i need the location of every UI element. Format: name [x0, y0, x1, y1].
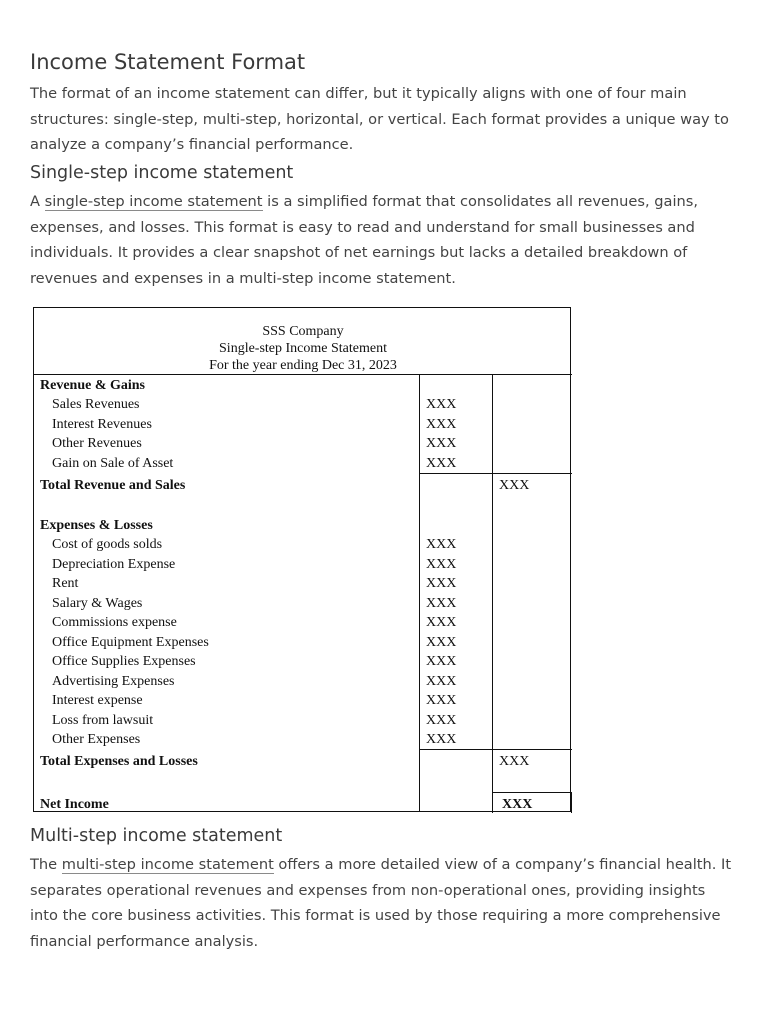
statement-line-label: Advertising Expenses — [52, 673, 175, 689]
statement-line-label: Office Supplies Expenses — [52, 654, 196, 669]
total-revenue-label: Total Revenue and Sales — [40, 478, 186, 493]
column-divider-2 — [492, 375, 493, 811]
statement-line-label: Interest expense — [52, 693, 143, 708]
statement-line-value: XXX — [426, 556, 457, 572]
statement-line-label: Other Expenses — [52, 732, 141, 747]
statement-subtitle: Single-step Income Statement — [219, 341, 387, 356]
revenue-header: Revenue & Gains — [40, 378, 145, 393]
statement-line-value: XXX — [426, 416, 457, 432]
single-step-heading: Single-step income statement — [30, 163, 294, 183]
revenue-subtotal-line — [419, 473, 572, 474]
single-step-paragraph — [30, 189, 736, 291]
statement-line-label: Loss from lawsuit — [52, 712, 154, 728]
statement-line-value: XXX — [426, 712, 457, 728]
statement-line-label: Other Revenues — [52, 436, 142, 452]
statement-line-label: Cost of goods solds — [52, 537, 163, 552]
multi-step-link[interactable]: multi-step income statement — [61, 856, 274, 873]
statement-line-value: XXX — [426, 673, 457, 689]
statement-line-label: Commissions expense — [52, 615, 177, 630]
net-income-label: Net Income — [40, 797, 109, 812]
statement-line-value: XXX — [426, 654, 457, 669]
expense-subtotal-line — [419, 749, 572, 750]
single-step-text-post: is a simplified format that consolidates all revenues, gains, expenses, and losses. This format is easy to read and understand for small businesses and individuals. It provides a clear snapshot of net earnings but lacks a detailed breakdown of revenues and expenses in a multi-step income statement. — [30, 193, 699, 287]
statement-line-value: XXX — [426, 732, 457, 747]
statement-line-label: Office Equipment Expenses — [52, 634, 209, 650]
total-expense-label: Total Expenses and Losses — [40, 754, 198, 769]
statement-line-label: Depreciation Expense — [52, 556, 176, 572]
single-step-link[interactable]: single-step income statement — [44, 193, 263, 210]
statement-line-value: XXX — [426, 456, 457, 472]
multi-step-text-pre: The — [30, 856, 62, 873]
statement-line-value: XXX — [426, 436, 457, 452]
statement-period: For the year ending Dec 31, 2023 — [209, 358, 397, 373]
multi-step-text-post: offers a more detailed view of a company’s financial health. It separates operational revenues and expenses from non-operational ones, providing insights into the core business activities. This format is used by those requiring a more comprehensive financial performance analysis. — [30, 856, 732, 950]
total-expense-value: XXX — [499, 754, 530, 769]
statement-line-label: Sales Revenues — [52, 397, 140, 412]
column-divider-1 — [419, 375, 420, 811]
statement-line-value: XXX — [426, 576, 457, 591]
single-step-text-pre: A — [30, 193, 45, 210]
intro-paragraph: The format of an income statement can differ, but it typically aligns with one of four main structures: single-step, multi-step, horizontal, or vertical. Each format provides a unique way to analyze a company’s financial performance. — [30, 85, 729, 154]
statement-line-value: XXX — [426, 693, 457, 708]
multi-step-heading: Multi-step income statement — [30, 826, 283, 846]
statement-line-value: XXX — [426, 595, 457, 611]
total-revenue-value: XXX — [499, 478, 530, 493]
statement-line-label: Rent — [52, 576, 79, 591]
statement-line-value: XXX — [426, 397, 457, 412]
expense-header: Expenses & Losses — [40, 518, 153, 533]
multi-step-paragraph — [30, 852, 736, 954]
statement-line-value: XXX — [426, 634, 457, 650]
statement-company: SSS Company — [262, 324, 344, 339]
statement-line-label: Interest Revenues — [52, 416, 152, 432]
income-statement-figure — [33, 307, 571, 812]
statement-line-value: XXX — [426, 615, 457, 630]
net-income-value: XXX — [502, 797, 533, 812]
statement-line-label: Gain on Sale of Asset — [52, 456, 174, 472]
statement-line-label: Salary & Wages — [52, 595, 143, 611]
statement-line-value: XXX — [426, 537, 457, 552]
page-title: Income Statement Format — [30, 50, 306, 74]
